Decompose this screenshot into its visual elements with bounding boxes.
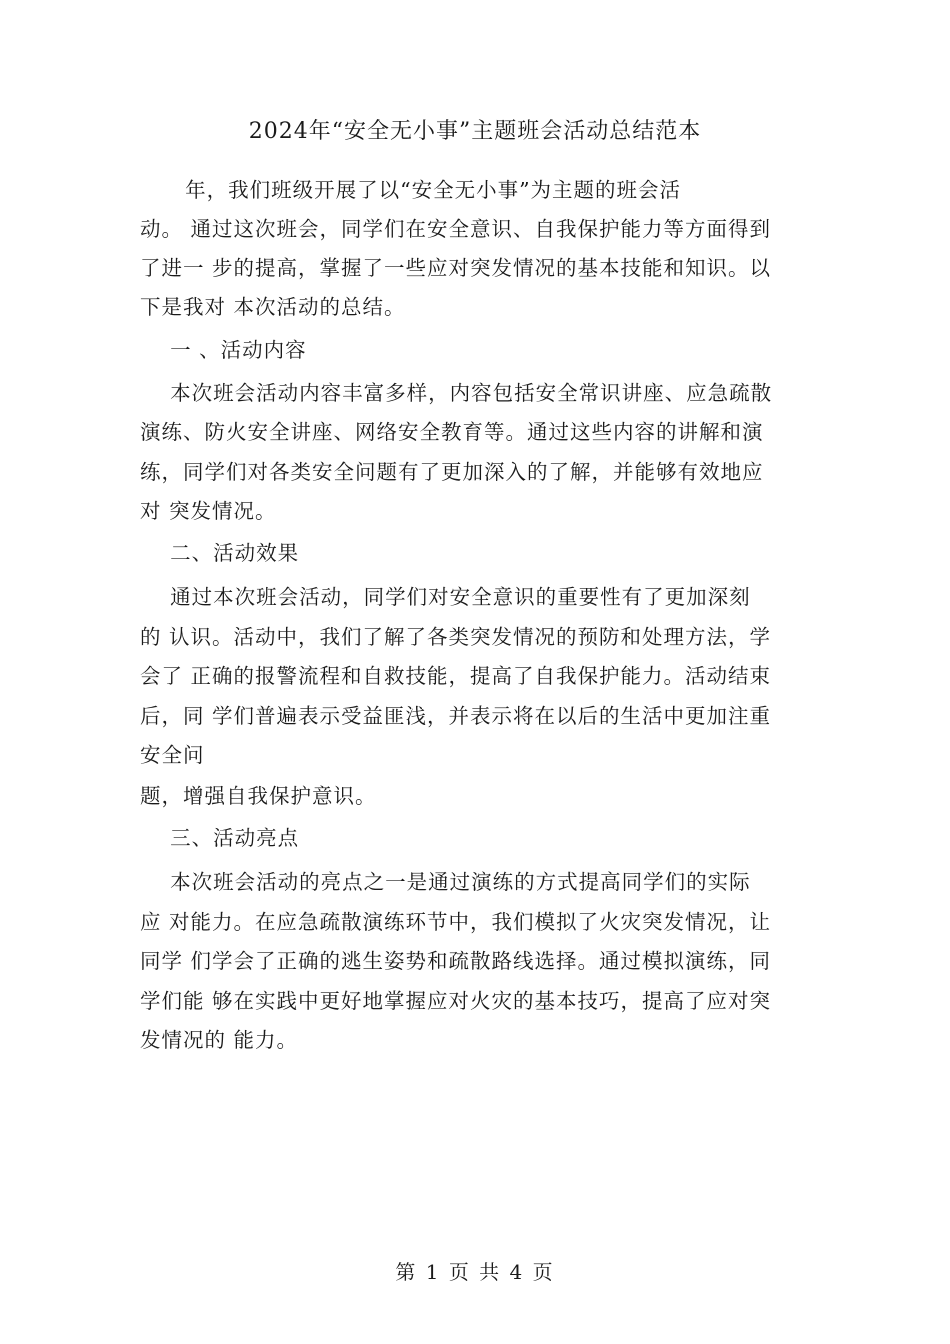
section-heading: 一 、活动内容 [140, 338, 307, 362]
body-line: 动。 通过这次班会，同学们在安全意识、自我保护能力等方面得到 [140, 217, 772, 241]
body-line: 演练、防火安全讲座、网络安全教育等。通过这些内容的讲解和演 [140, 420, 764, 444]
body-line: 本次班会活动内容丰富多样，内容包括安全常识讲座、应急疏散 [140, 381, 773, 405]
body-line: 后，同 学们普遍表示受益匪浅，并表示将在以后的生活中更加注重 [140, 704, 772, 728]
body-line: 发情况的 能力。 [140, 1028, 299, 1052]
body-line: 下是我对 本次活动的总结。 [140, 295, 406, 319]
body-line: 本次班会活动的亮点之一是通过演练的方式提高同学们的实际 [140, 870, 751, 894]
section-heading: 三、活动亮点 [140, 826, 300, 850]
body-line: 学们能 够在实践中更好地掌握应对火灾的基本技巧，提高了应对突 [140, 989, 772, 1013]
section-heading: 二、活动效果 [140, 541, 300, 565]
body-line: 应 对能力。在应急疏散演练环节中，我们模拟了火灾突发情况，让 [140, 910, 772, 934]
document-title: 2024年“安全无小事”主题班会活动总结范本 [248, 119, 702, 144]
body-line: 安全问 [140, 743, 205, 767]
body-line: 会了 正确的报警流程和自救技能，提高了自我保护能力。活动结束 [140, 664, 772, 688]
body-line: 题，增强自我保护意识。 [140, 784, 377, 808]
body-line: 了进一 步的提高，掌握了一些应对突发情况的基本技能和知识。以 [140, 256, 772, 280]
body-line: 通过本次班会活动，同学们对安全意识的重要性有了更加深刻 [140, 585, 751, 609]
body-line: 对 突发情况。 [140, 499, 277, 523]
body-line: 同学 们学会了正确的逃生姿势和疏散路线选择。通过模拟演练，同 [140, 949, 772, 973]
body-line: 练，同学们对各类安全问题有了更加深入的了解，并能够有效地应 [140, 460, 764, 484]
page-number: 第 1 页 共 4 页 [395, 1260, 555, 1284]
body-line: 的 认识。活动中，我们了解了各类突发情况的预防和处理方法，学 [140, 625, 772, 649]
body-line: 年，我们班级开展了以“安全无小事”为主题的班会活 [140, 178, 682, 202]
